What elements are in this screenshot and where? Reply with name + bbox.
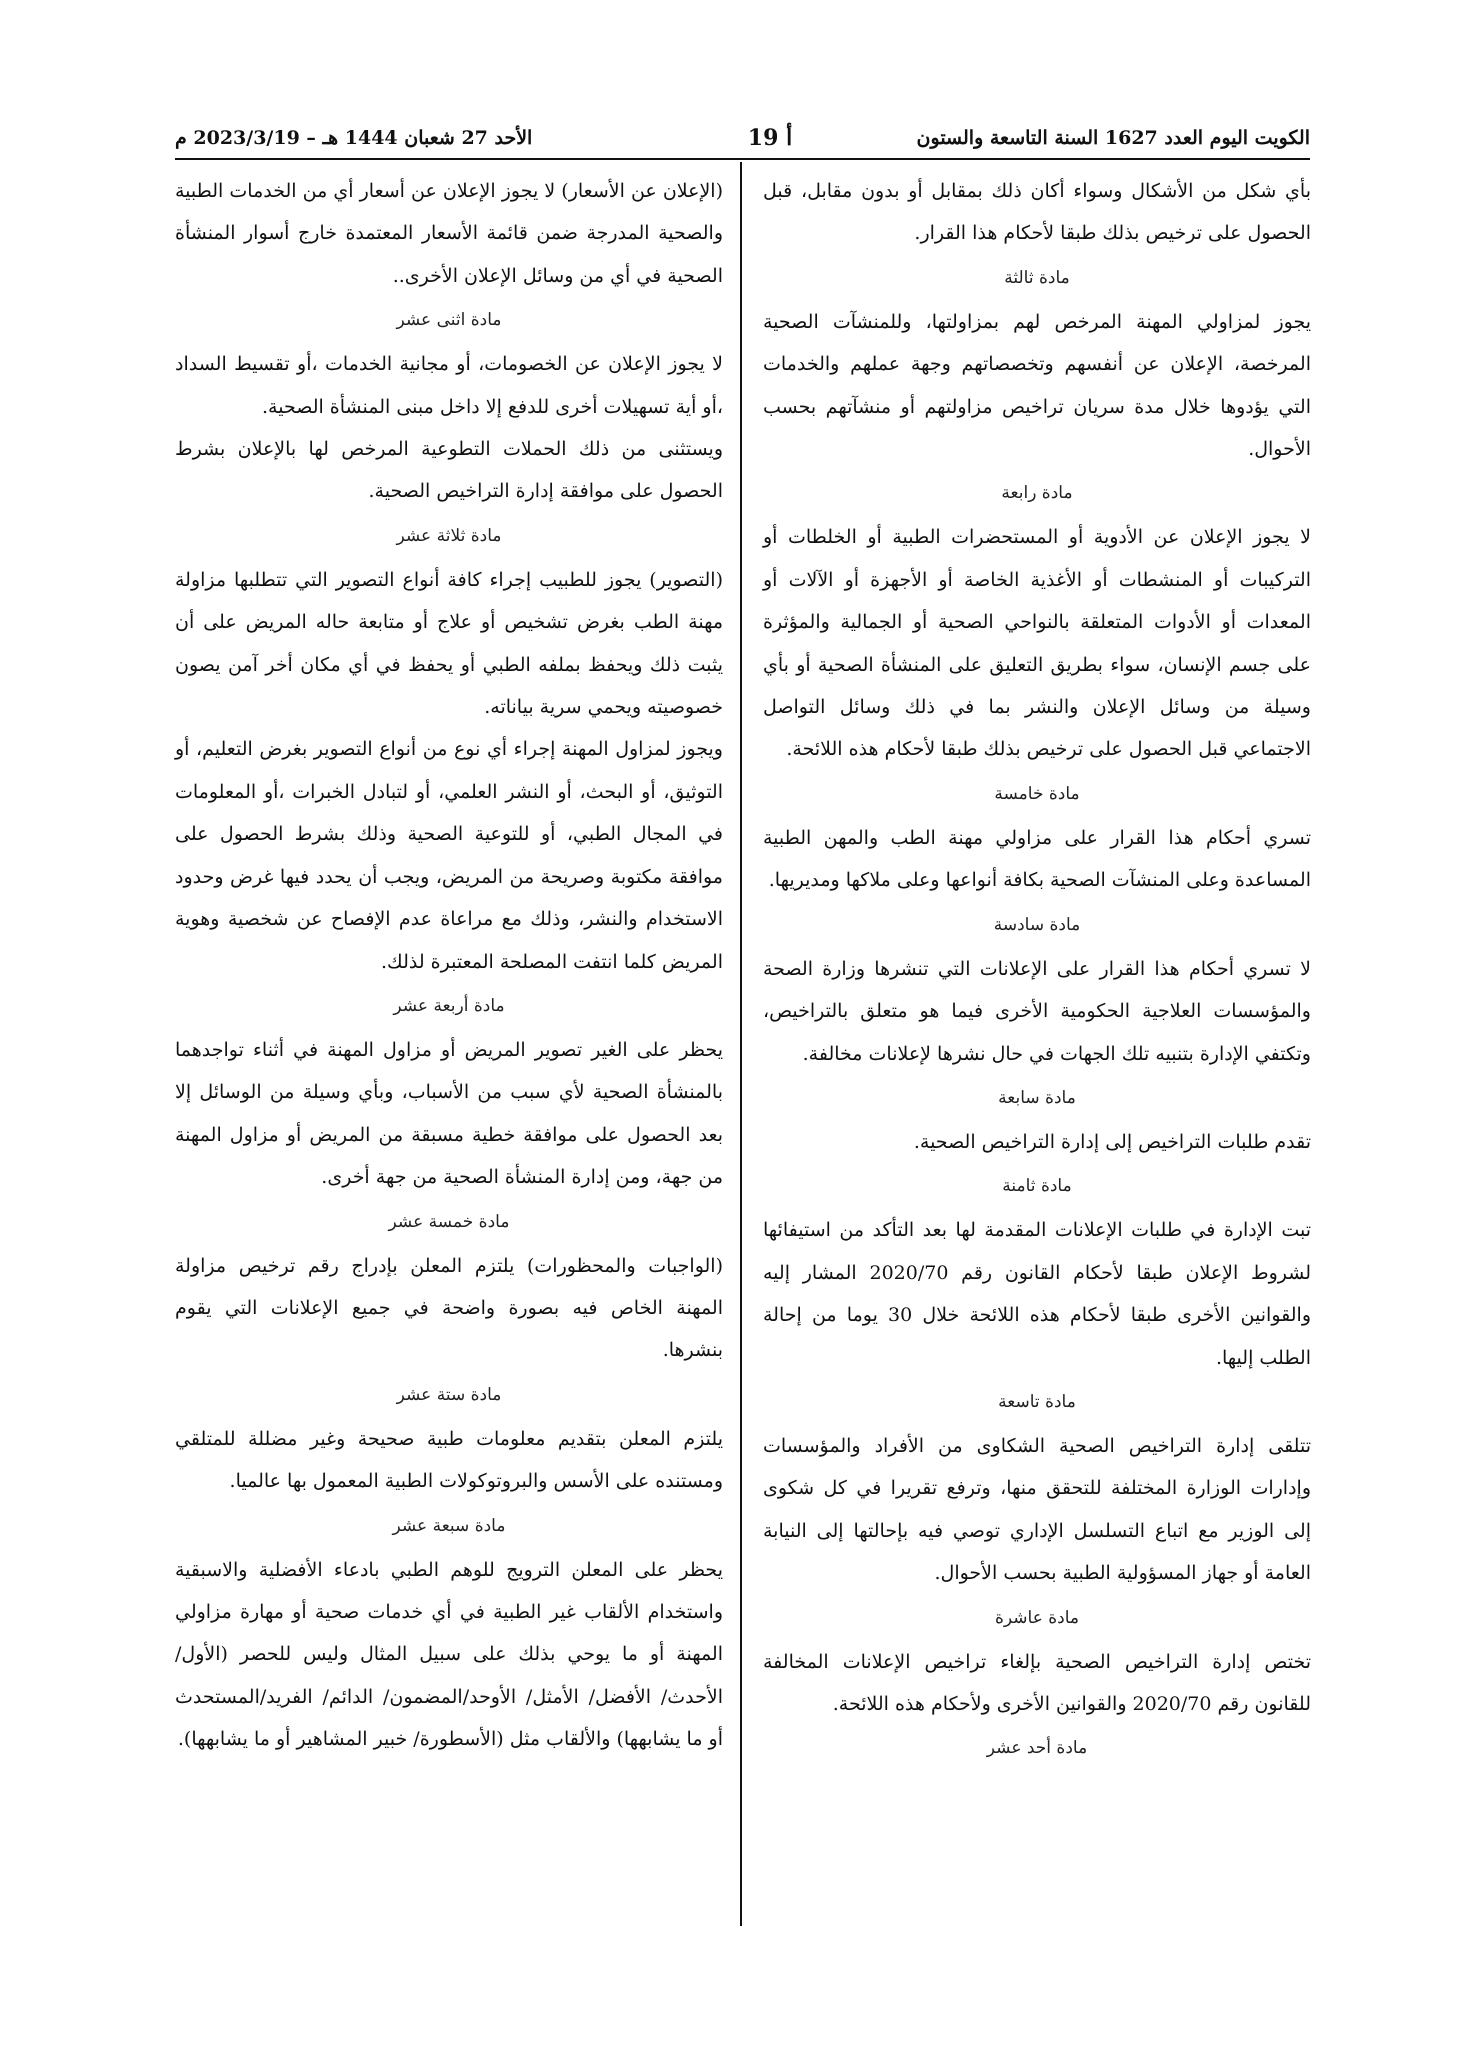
article-paragraph: تبت الإدارة في طلبات الإعلانات المقدمة لها بعد التأكد من استيفائها لشروط الإعلان طبقا لأحكام القانون رقم 2020/70 المشار إليه والقوانين الأخرى طبقا لأحكام هذه اللائحة خلال 30 يوما من إحالة الطلب إليها. bbox=[763, 1219, 1311, 1369]
article-heading: مادة سادسة bbox=[993, 914, 1081, 935]
article-paragraph: يحظر على الغير تصوير المريض أو مزاول المهنة في أثناء تواجدهما بالمنشأة الصحية لأي سبب من الأسباب، وبأي وسيلة من الوسائل إلا بعد الحصول على موافقة خطية مسبقة من المريض أو مزاول المهنة من جهة، ومن إدارة المنشأة الصحية من جهة أخرى. bbox=[175, 1038, 723, 1189]
article-paragraph: (الواجبات والمحظورات) يلتزم المعلن بإدراج رقم ترخيص مزاولة المهنة الخاص فيه بصورة واضحة في جميع الإعلانات التي يقوم بنشرها. bbox=[175, 1254, 723, 1362]
article-paragraph: ويجوز لمزاول المهنة إجراء أي نوع من أنواع التصوير بغرض التعليم، أو التوثيق، أو البحث، أو النشر العلمي، أو لتبادل الخبرات ،أو المعلومات في المجال الطبي، أو للتوعية الصحية وذلك بشرط الحصول على موافقة مكتوبة وصريحة من المريض، ويجب أن يحدد فيها غرض وحدود الاستخدام والنشر، وذلك مع مراعاة عدم الإفصاح عن شخصية وهوية المريض كلما انتفت المصلحة المعتبرة لذلك. bbox=[175, 738, 723, 973]
article-heading: مادة خمسة عشر bbox=[388, 1211, 510, 1232]
article-paragraph: ويستثنى من ذلك الحملات التطوعية المرخص لها بالإعلان بشرط الحصول على موافقة إدارة التراخيص الصحية. bbox=[175, 438, 723, 503]
page-header bbox=[175, 118, 1310, 158]
column-divider bbox=[740, 162, 742, 1926]
article-paragraph: لا تسري أحكام هذا القرار على الإعلانات التي تنشرها وزارة الصحة والمؤسسات العلاجية الحكومية الأخرى فيما هو متعلق بالتراخيص، وتكتفي الإدارة بتنبيه تلك الجهات في حال نشرها لإعلانات مخالفة. bbox=[763, 957, 1311, 1065]
article-heading: مادة عاشرة bbox=[994, 1607, 1080, 1628]
article-paragraph: يحظر على المعلن الترويج للوهم الطبي بادعاء الأفضلية والاسبقية واستخدام الألقاب غير الطبية في أي خدمات صحية أو مهارة مزاولي المهنة أو ما يوحي بذلك على سبيل المثال وليس للحصر (الأول/الأحدث/ الأفضل/ الأمثل/ الأوحد/المضمون/ الدائم/ الفريد/المستحدث أو ما يشابهها) والألقاب مثل (الأسطورة/ خبير المشاهير أو ما يشابهها). bbox=[175, 1558, 723, 1751]
header-issue-info: الكويت اليوم العدد 1627 السنة التاسعة والستون bbox=[916, 127, 1310, 149]
article-paragraph: تقدم طلبات التراخيص إلى إدارة التراخيص الصحية. bbox=[913, 1130, 1311, 1153]
article-heading: مادة رابعة bbox=[1001, 483, 1073, 504]
article-heading: مادة ثامنة bbox=[1002, 1176, 1072, 1197]
article-paragraph: يلتزم المعلن بتقديم معلومات طبية صحيحة وغير مضللة للمتلقي ومستنده على الأسس والبروتوكولات الطبية المعمول بها عالميا. bbox=[175, 1427, 723, 1493]
article-paragraph: تتلقى إدارة التراخيص الصحية الشكاوى من الأفراد والمؤسسات وإدارات الوزارة المختلفة للتحقق منها، وترفع تقريرا في كل شكوى إلى الوزير مع اتباع التسلسل الإداري توصي فيه بإحالتها إلى النيابة العامة أو جهاز المسؤولية الطبية بحسب الأحوال. bbox=[763, 1434, 1311, 1585]
header-date: الأحد 27 شعبان 1444 هـ – 2023/3/19 م bbox=[175, 127, 533, 149]
article-heading: مادة اثنى عشر bbox=[396, 310, 502, 331]
article-paragraph: تختص إدارة التراخيص الصحية بإلغاء تراخيص الإعلانات المخالفة للقانون رقم 2020/70 والقوانين الأخرى ولأحكام هذه اللائحة. bbox=[763, 1650, 1311, 1715]
article-heading: مادة أحد عشر bbox=[986, 1738, 1088, 1759]
article-heading: مادة ستة عشر bbox=[396, 1384, 502, 1405]
article-heading: مادة ثالثة bbox=[1004, 267, 1070, 288]
right-column bbox=[763, 170, 1311, 1771]
article-paragraph: (الإعلان عن الأسعار) لا يجوز الإعلان عن أسعار أي من الخدمات الطبية والصحية المدرجة ضمن قائمة الأسعار المعتمدة خارج أسوار المنشأة الصحية في أي من وسائل الإعلان الأخرى.. bbox=[175, 180, 723, 287]
article-heading: مادة أربعة عشر bbox=[393, 995, 505, 1016]
article-heading: مادة سبعة عشر bbox=[392, 1515, 506, 1536]
header-page-number: أ 19 bbox=[747, 125, 793, 151]
header-rule bbox=[175, 158, 1310, 160]
article-paragraph: تسري أحكام هذا القرار على مزاولي مهنة الطب والمهن الطبية المساعدة وعلى المنشآت الصحية بكافة أنواعها وعلى ملاكها ومديريها. bbox=[763, 826, 1311, 892]
article-paragraph: لا يجوز الإعلان عن الأدوية أو المستحضرات الطبية أو الخلطات أو التركيبات أو المنشطات أو الأغذية الخاصة أو الأجهزة أو الآلات أو المعدات أو الأدوات المتعلقة بالنواحي الصحية أو الجمالية والمؤثرة على جسم الإنسان، سواء بطريق التعليق على المنشأة الصحية أو بأي وسيلة من وسائل الإعلان والنشر بما في ذلك وسائل التواصل الاجتماعي قبل الحصول على ترخيص بذلك طبقا لأحكام هذه اللائحة. bbox=[763, 526, 1311, 761]
article-heading: مادة ثلاثة عشر bbox=[396, 525, 502, 546]
article-paragraph: لا يجوز الإعلان عن الخصومات، أو مجانية الخدمات ،أو تقسيط السداد ،أو أية تسهيلات أخرى للدفع إلا داخل مبنى المنشأة الصحية. bbox=[175, 353, 723, 418]
article-heading: مادة تاسعة bbox=[998, 1391, 1076, 1412]
article-heading: مادة سابعة bbox=[998, 1087, 1076, 1108]
article-heading: مادة خامسة bbox=[994, 783, 1080, 804]
article-paragraph: بأي شكل من الأشكال وسواء أكان ذلك بمقابل أو بدون مقابل، قبل الحصول على ترخيص بذلك طبقا لأحكام هذا القرار. bbox=[763, 180, 1311, 245]
article-paragraph: يجوز لمزاولي المهنة المرخص لهم بمزاولتها، وللمنشآت الصحية المرخصة، الإعلان عن أنفسهم وتخصصاتهم وجهة عملهم والخدمات التي يؤدوها خلال مدة سريان تراخيص مزاولتهم أو منشآتهم بحسب الأحوال. bbox=[763, 310, 1311, 461]
left-column bbox=[175, 170, 723, 1761]
article-paragraph: (التصوير) يجوز للطبيب إجراء كافة أنواع التصوير التي تتطلبها مزاولة مهنة الطب بغرض تشخيص أو علاج أو متابعة حاله المريض على أن يثبت ذلك ويحفظ بملفه الطبي أو يحفظ في أي مكان أخر آمن يصون خصوصيته ويحمي سرية بياناته. bbox=[175, 568, 723, 719]
